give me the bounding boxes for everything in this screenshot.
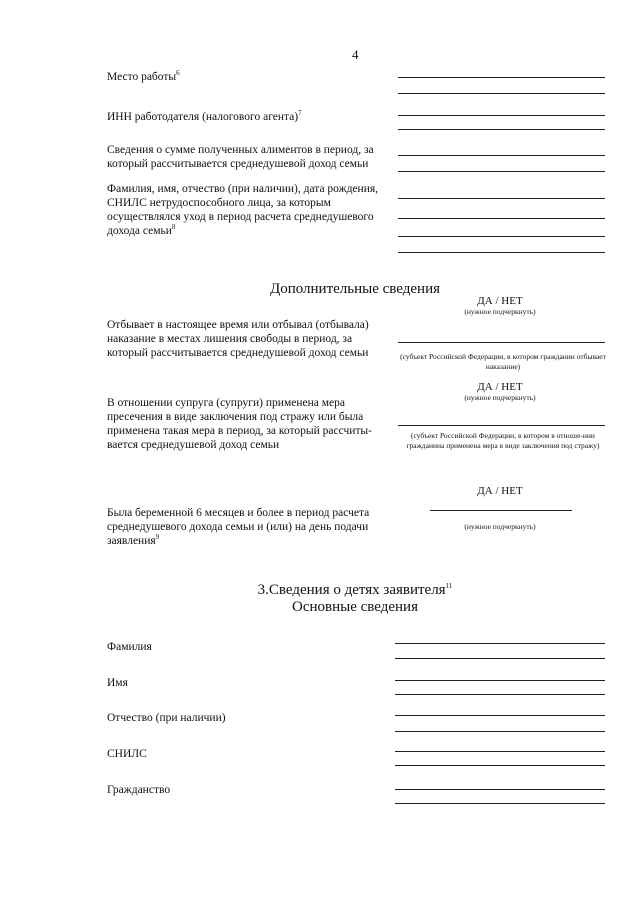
q1-region-hint: (субъект Российской Федерации, в котором гражданин отбывает наказание) bbox=[400, 352, 606, 371]
child-name-label: Имя bbox=[107, 677, 128, 689]
field-dependent-label: Фамилия, имя, отчество (при наличии), дата рождения, СНИЛС нетрудоспособного лица, за которым осуществлялся уход в период расчета среднедушевого дохода семьи$^8$ bbox=[107, 183, 379, 237]
field-dependent-line[interactable] bbox=[398, 218, 605, 219]
q2-yes-no[interactable]: ДА / НЕТ bbox=[477, 381, 523, 393]
child-surname-line[interactable] bbox=[395, 658, 605, 659]
field-employer-inn-label: ИНН работодателя (налогового агента)$^7$ bbox=[107, 109, 302, 123]
field-workplace-label: Место работы$^6$ bbox=[107, 69, 180, 83]
child-patronymic-line[interactable] bbox=[395, 731, 605, 732]
footnote-ref: 7 bbox=[298, 109, 302, 118]
child-citizenship-line[interactable] bbox=[395, 803, 605, 804]
q2-region-line[interactable] bbox=[398, 425, 605, 426]
q3-yes-no[interactable]: ДА / НЕТ bbox=[477, 485, 523, 497]
field-dependent-line[interactable] bbox=[398, 198, 605, 199]
child-snils-line[interactable] bbox=[395, 751, 605, 752]
section-subtitle-children: Основные сведения bbox=[292, 599, 418, 615]
q3-answer-line[interactable] bbox=[430, 510, 572, 511]
field-dependent-line[interactable] bbox=[398, 236, 605, 237]
child-snils-label: СНИЛС bbox=[107, 748, 147, 760]
field-dependent-line[interactable] bbox=[398, 252, 605, 253]
page-number: 4 bbox=[352, 47, 359, 62]
field-alimony-label: Сведения о сумме полученных алиментов в период, за который рассчитывается среднедушевой доход семьи bbox=[107, 144, 374, 170]
q1-label: Отбывает в настоящее время или отбывал (отбывала) наказание в местах лишения свободы в период, за который рассчитывается среднедушевой доход семьи bbox=[107, 319, 369, 359]
footnote-ref: 9 bbox=[155, 533, 160, 542]
q2-label: В отношении супруга (супруги) применена мера пресечения в виде заключения под стражу или была применена такая мера в период, за который рассчиты-вается среднедушевой доход семьи bbox=[107, 397, 372, 451]
q1-underline-hint: (нужное подчеркнуть) bbox=[464, 307, 536, 316]
field-workplace-line[interactable] bbox=[398, 77, 605, 78]
q3-label: Была беременной 6 месяцев и более в период расчета среднедушевого дохода семьи и (или) на день подачи заявления$^9$ bbox=[107, 507, 370, 547]
child-patronymic-line[interactable] bbox=[395, 715, 605, 716]
field-alimony-line[interactable] bbox=[398, 171, 605, 172]
footnote-ref: 11 bbox=[445, 582, 453, 590]
child-surname-label: Фамилия bbox=[107, 641, 152, 653]
child-surname-line[interactable] bbox=[395, 643, 605, 644]
footnote-ref: 8 bbox=[171, 223, 176, 232]
q1-yes-no[interactable]: ДА / НЕТ bbox=[477, 295, 523, 307]
section-title-additional: Дополнительные сведения bbox=[269, 281, 440, 297]
child-citizenship-line[interactable] bbox=[395, 789, 605, 790]
q2-underline-hint: (нужное подчеркнуть) bbox=[464, 393, 536, 402]
q2-region-hint: (субъект Российской Федерации, в котором в отноше-нии гражданина применена мера в виде заключения под стражу) bbox=[406, 431, 600, 450]
child-citizenship-label: Гражданство bbox=[107, 784, 171, 796]
child-snils-line[interactable] bbox=[395, 765, 605, 766]
section-title-children: 3.Сведения о детях заявителя$^{11}$ bbox=[257, 582, 453, 598]
child-patronymic-label: Отчество (при наличии) bbox=[107, 712, 226, 724]
child-name-line[interactable] bbox=[395, 680, 605, 681]
field-alimony-line[interactable] bbox=[398, 155, 605, 156]
field-employer-inn-line[interactable] bbox=[398, 115, 605, 116]
field-workplace-line[interactable] bbox=[398, 93, 605, 94]
q3-underline-hint: (нужное подчеркнуть) bbox=[464, 522, 536, 531]
field-employer-inn-line[interactable] bbox=[398, 129, 605, 130]
footnote-ref: 6 bbox=[176, 69, 180, 78]
q1-region-line[interactable] bbox=[398, 342, 605, 343]
child-name-line[interactable] bbox=[395, 694, 605, 695]
